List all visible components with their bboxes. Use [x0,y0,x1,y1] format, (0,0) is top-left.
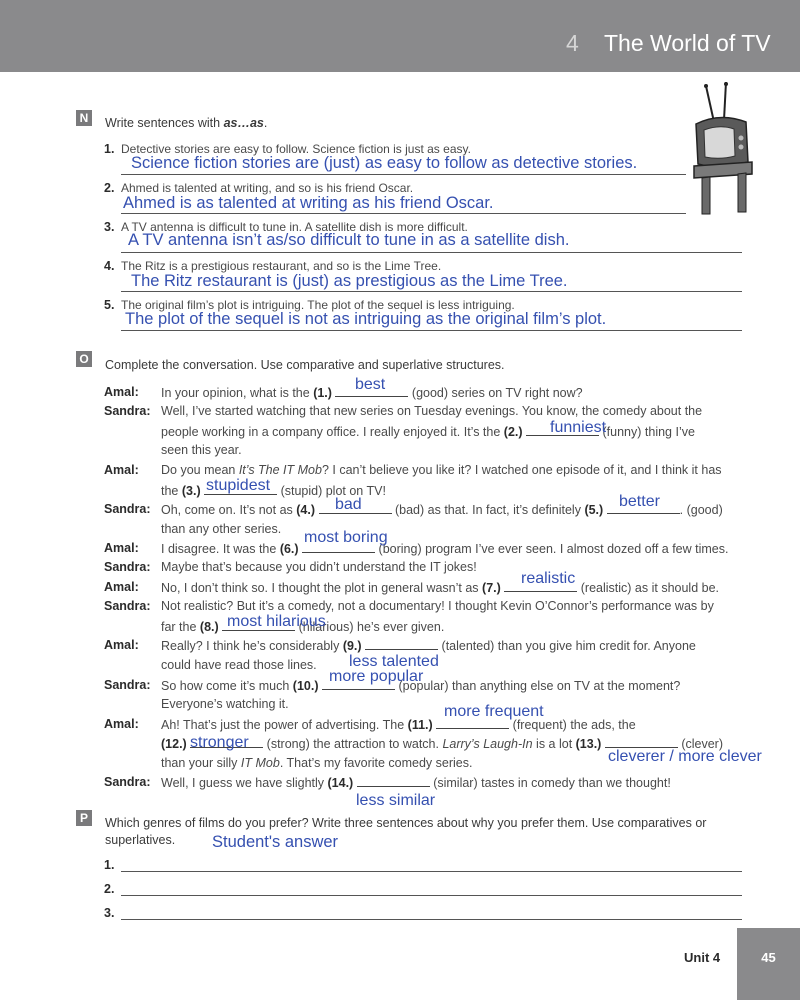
conversation-line: Ah! That’s just the power of advertising. The (11.) (frequent) the ads, the [161,718,636,732]
conversation-line: Everyone’s watching it. [161,697,289,711]
page-number-box [737,928,800,1000]
speaker-label: Sandra: [104,775,151,789]
conversation-line: than your silly IT Mob. That’s my favorite comedy series. [161,756,473,770]
conversation-line: seen this year. [161,443,242,457]
speaker-label: Sandra: [104,502,151,516]
student-answer: Student's answer [212,833,339,851]
item-number: 3. [104,220,115,234]
conversation-line: Oh, come on. It’s not as (4.) (bad) as that. In fact, it’s definitely (5.) . (good) [161,503,723,517]
item-prompt: The original film’s plot is intriguing. The plot of the sequel is less intriguing. [121,298,515,312]
page-header [0,0,800,72]
item-number: 4. [104,259,115,273]
blank-answer: most boring [304,529,388,546]
conversation-line: Not realistic? But it’s a comedy, not a documentary! I thought Kevin O’Connor’s performance was by [161,599,714,613]
item-number: 3. [104,906,115,920]
item-number: 5. [104,298,115,312]
blank-answer: most hilarious [227,613,326,630]
footer-unit-label: Unit 4 [684,950,721,965]
conversation-line: Well, I guess we have slightly (14.) (similar) tastes in comedy than we thought! [161,776,671,790]
conversation-line: Do you mean It’s The IT Mob? I can’t believe you like it? I watched one episode of it, and I think it has [161,463,722,477]
speaker-label: Sandra: [104,560,151,574]
item-number: 1. [104,858,115,872]
item-prompt: A TV antenna is difficult to tune in. A satellite dish is more difficult. [121,220,468,234]
unit-title: The World of TV [604,30,771,56]
blank-answer: less similar [356,792,436,809]
blank-answer: best [355,376,386,393]
conversation-line: people working in a company office. I really enjoyed it. It’s the (2.) (funny) thing I’ve [161,425,695,439]
conversation-line: the (3.) (stupid) plot on TV! [161,484,386,498]
blank-answer: more frequent [444,703,544,720]
item-answer: Science fiction stories are (just) as easy to follow as detective stories. [131,154,638,172]
conversation-line: Maybe that’s because you didn’t understand the IT jokes! [161,560,477,574]
conversation-line: I disagree. It was the (6.) (boring) program I’ve ever seen. I almost dozed off a few times. [161,542,729,556]
answer-line [121,871,742,872]
section-n-instruction: Write sentences with as…as. [105,116,268,130]
answer-line [121,919,742,920]
blank-answer: funniest [550,419,607,436]
item-prompt: Ahmed is talented at writing, and so is his friend Oscar. [121,181,414,195]
conversation-line: could have read those lines. [161,658,317,672]
answer-line [121,174,686,175]
speaker-label: Amal: [104,385,139,399]
speaker-label: Amal: [104,638,139,652]
item-answer: Ahmed is as talented at writing as his friend Oscar. [123,194,494,212]
answer-line [121,291,742,292]
unit-number: 4 [566,30,579,56]
conversation-line: In your opinion, what is the (1.) (good) series on TV right now? [161,386,583,400]
answer-line [121,330,742,331]
conversation-line: than any other series. [161,522,282,536]
blank-answer: stupidest [206,477,271,494]
conversation-line: Well, I’ve started watching that new series on Tuesday evenings. You know, the comedy about the [161,404,703,418]
section-badge-n: N [76,110,92,126]
blank-answer: more popular [329,668,424,685]
item-number: 1. [104,142,115,156]
speaker-label: Sandra: [104,404,151,418]
answer-line [121,252,742,253]
item-prompt: The Ritz is a prestigious restaurant, and so is the Lime Tree. [121,259,442,273]
blank-answer: better [619,493,660,510]
conversation-line: (12.) (strong) the attraction to watch. Larry’s Laugh-In is a lot (13.) (clever) [161,737,723,751]
blank-answer: less talented [349,653,439,670]
blank-answer: cleverer / more clever [608,748,762,765]
blank-answer: stronger [190,734,249,751]
tv-illustration [690,82,760,222]
item-number: 2. [104,882,115,896]
item-number: 2. [104,181,115,195]
speaker-label: Amal: [104,717,139,731]
speaker-label: Sandra: [104,599,151,613]
answer-line [121,895,742,896]
speaker-label: Amal: [104,580,139,594]
item-prompt: Detective stories are easy to follow. Science fiction is just as easy. [121,142,471,156]
section-badge-o: O [76,351,92,367]
speaker-label: Sandra: [104,678,151,692]
blank-answer: bad [335,496,362,513]
conversation-line: far the (8.) (hilarious) he’s ever given. [161,620,445,634]
blank-answer: realistic [521,570,576,587]
section-p-instruction-line2: superlatives. [105,833,176,847]
speaker-label: Amal: [104,541,139,555]
item-answer: A TV antenna isn’t as/so difficult to tune in as a satellite dish. [128,231,570,249]
section-badge-p: P [76,810,92,826]
answer-line [121,213,686,214]
speaker-label: Amal: [104,463,139,477]
conversation-line: Really? I think he’s considerably (9.) (talented) than you give him credit for. Anyone [161,639,696,653]
section-p-instruction-line1: Which genres of films do you prefer? Write three sentences about why you prefer them. Use comparatives or [105,816,707,830]
conversation-line: So how come it’s much (10.) (popular) than anything else on TV at the moment? [161,679,681,693]
section-o-instruction: Complete the conversation. Use comparative and superlative structures. [105,358,505,372]
item-answer: The plot of the sequel is not as intriguing as the original film’s plot. [125,310,607,328]
page-number: 45 [761,950,776,965]
item-answer: The Ritz restaurant is (just) as prestigious as the Lime Tree. [131,272,568,290]
conversation-line: No, I don’t think so. I thought the plot in general wasn’t as (7.) (realistic) as it should be. [161,581,720,595]
